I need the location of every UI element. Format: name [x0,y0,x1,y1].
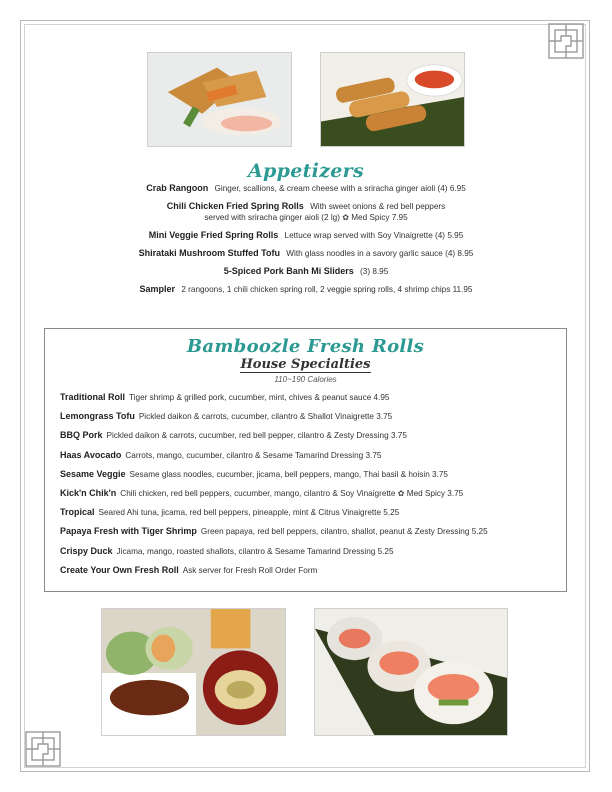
item-name: Shirataki Mushroom Stuffed Tofu [138,248,280,258]
item-name: BBQ Pork [60,430,103,441]
house-specialties-heading [45,357,566,372]
item-name: Kick'n Chik'n [60,487,117,498]
item-price: 4.95 [373,393,390,402]
menu-item [60,526,560,545]
item-name: Sesame Veggie [60,468,126,479]
item-desc: Green papaya, red bell peppers, cilantro, shallot, peanut & Zesty Dressing [200,527,470,537]
item-desc: Seared Ahi tuna, jicama, red bell peppers, pineapple, mint & Citrus Vinaigrette [98,508,381,518]
item-price: 3.75 [376,412,393,422]
item-name: Create Your Own Fresh Roll [60,564,179,575]
fresh-rolls-list [60,392,560,584]
menu-item [60,546,560,565]
item-price: 11.95 [452,285,473,294]
item-name: Haas Avocado [60,449,122,460]
item-price: 8.95 [372,267,389,276]
item-price: 5.25 [471,527,488,537]
menu-item [60,284,552,295]
item-desc-line2: served with sriracha ginger aioli (2 lg) [204,213,340,222]
menu-item [60,411,560,430]
item-desc: Carrots, mango, cucumber, cilantro & Sesame Tamarind Dressing [125,450,364,460]
item-desc: With glass noodles in a savory garlic sauce (4) [286,249,456,258]
menu-item [60,201,552,223]
item-name: Mini Veggie Fried Spring Rolls [148,230,279,240]
item-desc: Tiger shrimp & grilled pork, cucumber, mint, chives & peanut sauce [129,393,372,402]
item-desc: Sesame glass noodles, cucumber, jicama, bell peppers, mango, Thai basil & hoisin [129,469,430,479]
item-name: Crispy Duck [60,545,113,556]
appetizers-title: Appetizers [248,160,364,182]
item-desc: 2 rangoons, 1 chili chicken spring roll, 2 veggie spring rolls, 4 shrimp chips [181,285,451,294]
photo-shrimp-fresh-rolls [314,608,508,736]
menu-item [60,450,560,469]
menu-item [60,488,560,507]
item-desc: (3) [360,267,371,276]
item-name: Sampler [139,284,176,294]
fresh-rolls-box [44,328,567,592]
chili-pepper-icon: ✿ [397,488,405,498]
calories-note: 110~190 Calories [274,375,337,384]
item-desc: Ask server for Fresh Roll Order Form [182,565,318,575]
chili-pepper-icon: ✿ [342,213,349,222]
item-desc: Jicama, mango, roasted shallots, cilantro & Sesame Tamarind Dressing [116,546,376,556]
item-price: 8.95 [457,249,474,258]
item-desc: Pickled daikon & carrots, cucumber, red bell pepper, cilantro & Zesty Dressing [106,431,389,441]
menu-item [60,183,552,194]
item-desc: Lettuce wrap served with Soy Vinaigrette (4) [284,231,446,240]
corner-knot-top-right-icon [543,18,589,64]
photo-spring-rolls [320,52,465,147]
item-name: Tropical [60,507,95,518]
item-name: Papaya Fresh with Tiger Shrimp [60,526,197,537]
item-desc: With sweet onions & red bell peppers [310,202,446,211]
item-price: 5.25 [383,508,400,518]
item-price: 3.75 [432,469,448,479]
item-price: 6.95 [449,184,466,193]
item-name: Lemongrass Tofu [60,411,135,422]
item-price: 7.95 [391,213,408,222]
item-price: 3.75 [447,488,464,498]
menu-item [60,248,552,259]
item-name: Chili Chicken Fried Spring Rolls [166,201,304,211]
item-name: 5-Spiced Pork Banh Mi Sliders [223,266,354,276]
menu-item [60,430,560,449]
item-desc: Chili chicken, red bell peppers, cucumber, mango, cilantro & Soy Vinaigrette [120,488,396,498]
menu-item [60,392,560,411]
photo-fresh-rolls-rambutan [101,608,286,736]
menu-item [60,266,552,277]
item-name: Crab Rangoon [146,183,209,193]
item-desc: Pickled daikon & carrots, cucumber, cilantro & Shallot Vinaigrette [138,412,374,422]
item-price: 5.95 [447,231,464,240]
menu-item [60,565,560,584]
menu-item [60,230,552,241]
appetizers-list [60,183,552,302]
item-name: Traditional Roll [60,392,126,402]
spicy-tag: Med Spicy [351,213,390,222]
menu-item [60,469,560,488]
item-price: 3.75 [365,450,382,460]
item-desc: Ginger, scallions, & cream cheese with a sriracha ginger aioli (4) [214,184,448,193]
item-price: 3.75 [390,431,407,441]
item-price: 5.25 [377,546,394,556]
spicy-tag: Med Spicy [406,488,445,498]
menu-item [60,507,560,526]
corner-knot-bottom-left-icon [20,726,66,772]
subtitle-text: House Specialties [240,357,371,372]
fresh-rolls-title: Bamboozle Fresh Rolls [186,336,425,357]
photo-crab-rangoon [147,52,292,147]
